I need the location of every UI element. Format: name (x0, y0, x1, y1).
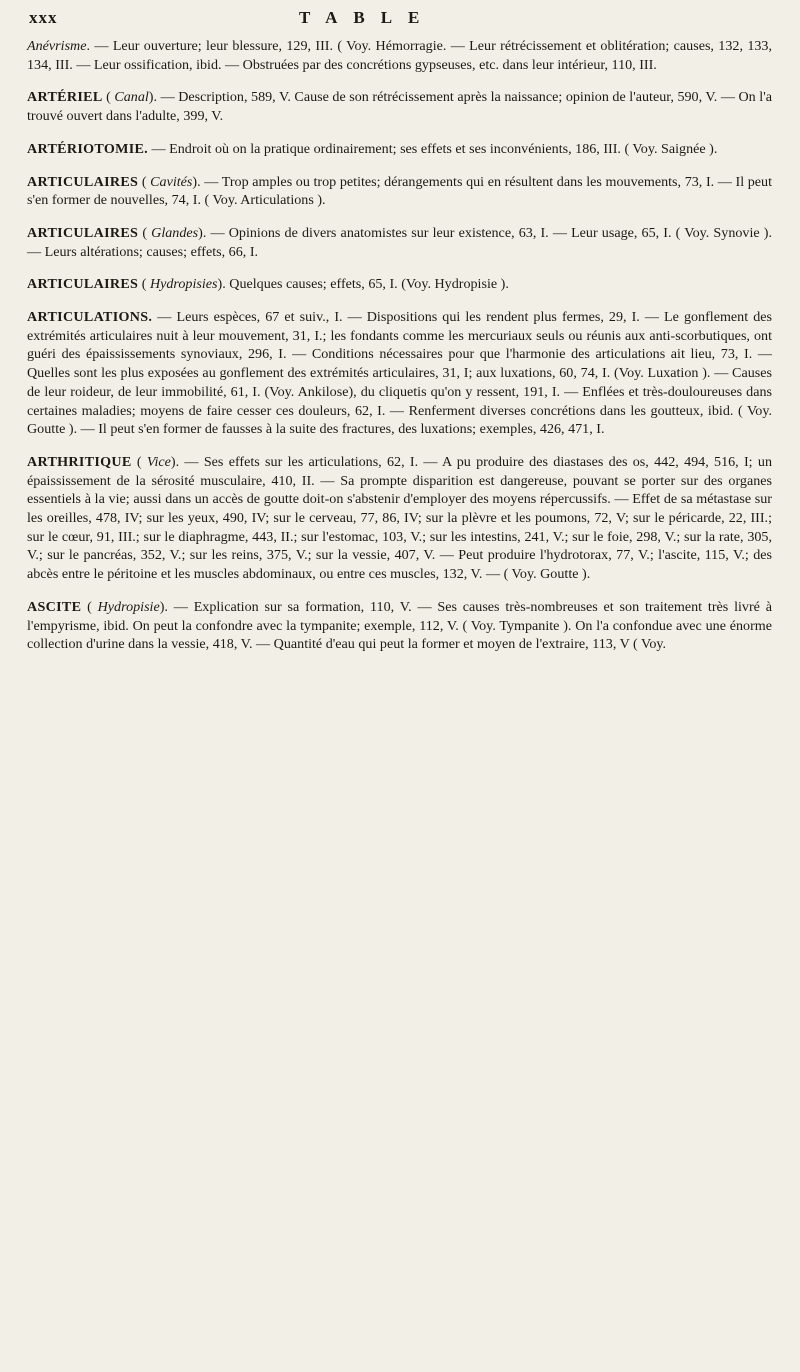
index-entry-arteriotomie (27, 140, 772, 159)
index-entry-anevrisme-continued (27, 37, 772, 74)
entry-qualifier: Anévrisme (27, 38, 87, 54)
entry-text: ). Quelques causes; effets, 65, I. (Voy. Hydropisie ). (217, 276, 509, 293)
index-entries (27, 37, 772, 654)
entry-headword: ARTICULATIONS. (27, 309, 153, 326)
entry-text: — Leurs espèces, 67 et suiv., I. — Dispositions qui les rendent plus fermes, 29, I. — Le gonflement des extrémités articulaires nuit à leur mouvement, 31, I.; les fondants comme les mercuriaux seuls ou réunis aux anti-scorbutiques, ont guéri des épaississements synoviaux, 296, I. — Conditions nécessaires pour que l'harmonie des articulations ait lieu, 73, I. — Quelles sont les plus exposées au gonflement des extrémités articulaires, 31, I; aux luxations, 60, 74, I. (Voy. Luxation ). — Causes de leur roideur, de leur immobilité, 61, I. (Voy. Ankilose), du cliquetis qu'on y ressent, 191, I. — Enflées et très-douloureuses dans certaines maladies; moyens de faire cesser ces douleurs, 62, I. — Renferment diverses concrétions dans les goutteux, ibid. ( Voy. Goutte ). — Il peut s'en former de fausses à la suite des fractures, des luxations; exemples, 426, 471, I. (27, 309, 772, 438)
index-entry-ascite: ASCITE ( Hydropisie). — Explication sur sa formation, 110, V. — Ses causes très-nombreuses et son traitement très livré à l'empyrisme, ibid. On peut la confondre avec la tympanite; exemple, 112, V. ( Voy. Tympanite ). On l'a confondue avec une énorme collection d'urine dans la vessie, 418, V. — Quantité d'eau qui peut la former et moyen de l'extraire, 113, V ( Voy. (27, 598, 772, 653)
entry-headword: ARTÉRIEL (27, 89, 103, 106)
entry-headword: ARTICULAIRES (27, 276, 139, 293)
entry-qualifier: Hydropisie (97, 598, 160, 615)
entry-qualifier: Glandes (151, 224, 199, 241)
page-number: xxx (29, 8, 58, 27)
index-entry-articulations (27, 308, 772, 439)
entry-text: — Endroit où on la pratique ordinairement; ses effets et ses inconvénients, 186, III. ( Voy. Saignée ). (148, 140, 718, 157)
index-entry-articulaires-cavites: ARTICULAIRES ( Cavités). — Trop amples ou trop petites; dérangements qui en résultent dans les mouvements, 73, I. — Il peut s'en former de nouvelles, 74, I. ( Voy. Articulations ). (27, 173, 772, 209)
entry-text: ). — Explication sur sa formation, 110, V. — Ses causes très-nombreuses et son traitement très livré à l'empyrisme, ibid. On peut la confondre avec la tympanite; exemple, 112, V. ( Voy. Tympanite ). On l'a confondue avec une énorme collection d'urine dans la vessie, 418, V. — Quantité d'eau qui peut la former et moyen de l'extraire, 113, V ( Voy. (27, 598, 772, 653)
entry-qualifier: Vice (146, 453, 171, 470)
entry-text: ). — Opinions de divers anatomistes sur leur existence, 63, I. — Leur usage, 65, I. ( Voy. Synovie ). — Leurs altérations; causes; effets, 66, I. (27, 224, 772, 260)
entry-text: ). — Ses effets sur les articulations, 62, I. — A pu produire des diastases des os, 442, 494, 516, I; un épaississement de la sérosité musculaire, 410, II. — Sa prompte disparition est dangereuse, pouvant se porter sur des organes essentiels à la vie; aussi dans un accès de goutte doit-on s'abstenir d'employer des moyens répercussifs. — Effet de sa métastase sur les oreilles, 478, IV; sur les yeux, 490, IV; sur le cerveau, 77, 86, IV; sur la plèvre et les poumons, 72, V; sur le péricarde, 22, III.; sur le cœur, 91, III.; sur le diaphragme, 443, II.; sur l'estomac, 103, V.; sur les intestins, 241, V.; sur le foie, 298, V.; sur la rate, 305, V.; sur le pancréas, 352, V.; sur les reins, 375, V.; sur la vessie, 407, V. — Peut produire l'hydrotorax, 77, V.; l'ascite, 115, V.; des abcès entre le péritoine et les muscles abdominaux, ou entre ces muscles, 132, V. — ( Voy. Goutte ). (27, 453, 772, 583)
entry-headword: ARTÉRIOTOMIE. (27, 140, 149, 157)
entry-qualifier: Cavités (150, 173, 193, 190)
entry-text: ). — Trop amples ou trop petites; dérangements qui en résultent dans les mouvements, 73, I. — Il peut s'en former de nouvelles, 74, I. ( Voy. Articulations ). (27, 173, 772, 209)
index-entry-arteriel: ARTÉRIEL ( Canal). — Description, 589, V. Cause de son rétrécissement après la naissance; opinion de l'auteur, 590, V. — On l'a trouvé ouvert dans l'adulte, 399, V. (27, 89, 772, 125)
entry-qualifier: Canal (114, 89, 149, 106)
entry-headword: ARTICULAIRES (27, 224, 139, 241)
entry-headword: ARTICULAIRES (27, 173, 139, 190)
running-head (27, 8, 772, 38)
entry-headword: ARTHRITIQUE (27, 453, 132, 470)
index-entry-arthritique: ARTHRITIQUE ( Vice). — Ses effets sur les articulations, 62, I. — A pu produire des diastases des os, 442, 494, 516, I; un épaississement de la sérosité musculaire, 410, II. — Sa prompte disparition est dangereuse, pouvant se porter sur des organes essentiels à la vie; aussi dans un accès de goutte doit-on s'abstenir d'employer des moyens répercussifs. — Effet de sa métastase sur les oreilles, 478, IV; sur les yeux, 490, IV; sur le cerveau, 77, 86, IV; sur la plèvre et les poumons, 72, V; sur le péricarde, 22, III.; sur le cœur, 91, III.; sur le diaphragme, 443, II.; sur l'estomac, 103, V.; sur les intestins, 241, V.; sur le foie, 298, V.; sur la rate, 305, V.; sur le pancréas, 352, V.; sur les reins, 375, V.; sur la vessie, 407, V. — Peut produire l'hydrotorax, 77, V.; l'ascite, 115, V.; des abcès entre le péritoine et les muscles abdominaux, ou entre ces muscles, 132, V. — ( Voy. Goutte ). (27, 453, 772, 583)
page-heading: TABLE (299, 8, 436, 27)
entry-qualifier: Hydropisies (149, 276, 218, 293)
entry-text: . — Leur ouverture; leur blessure, 129, III. ( Voy. Hémorragie. — Leur rétrécissement et oblitération; causes, 132, 133, 134, III. — Leur ossification, ibid. — Obstruées par des concrétions gypseuses, etc. dans leur intérieur, 110, III. (27, 38, 772, 73)
index-entry-articulaires-glandes: ARTICULAIRES ( Glandes). — Opinions de divers anatomistes sur leur existence, 63, I. — Leur usage, 65, I. ( Voy. Synovie ). — Leurs altérations; causes; effets, 66, I. (27, 224, 772, 260)
index-entry-articulaires-hydropisies: ARTICULAIRES ( Hydropisies). Quelques causes; effets, 65, I. (Voy. Hydropisie ). (27, 276, 509, 293)
entry-headword: ASCITE (27, 598, 82, 615)
entry-text: ). — Description, 589, V. Cause de son rétrécissement après la naissance; opinion de l'auteur, 590, V. — On l'a trouvé ouvert dans l'adulte, 399, V. (27, 89, 772, 125)
